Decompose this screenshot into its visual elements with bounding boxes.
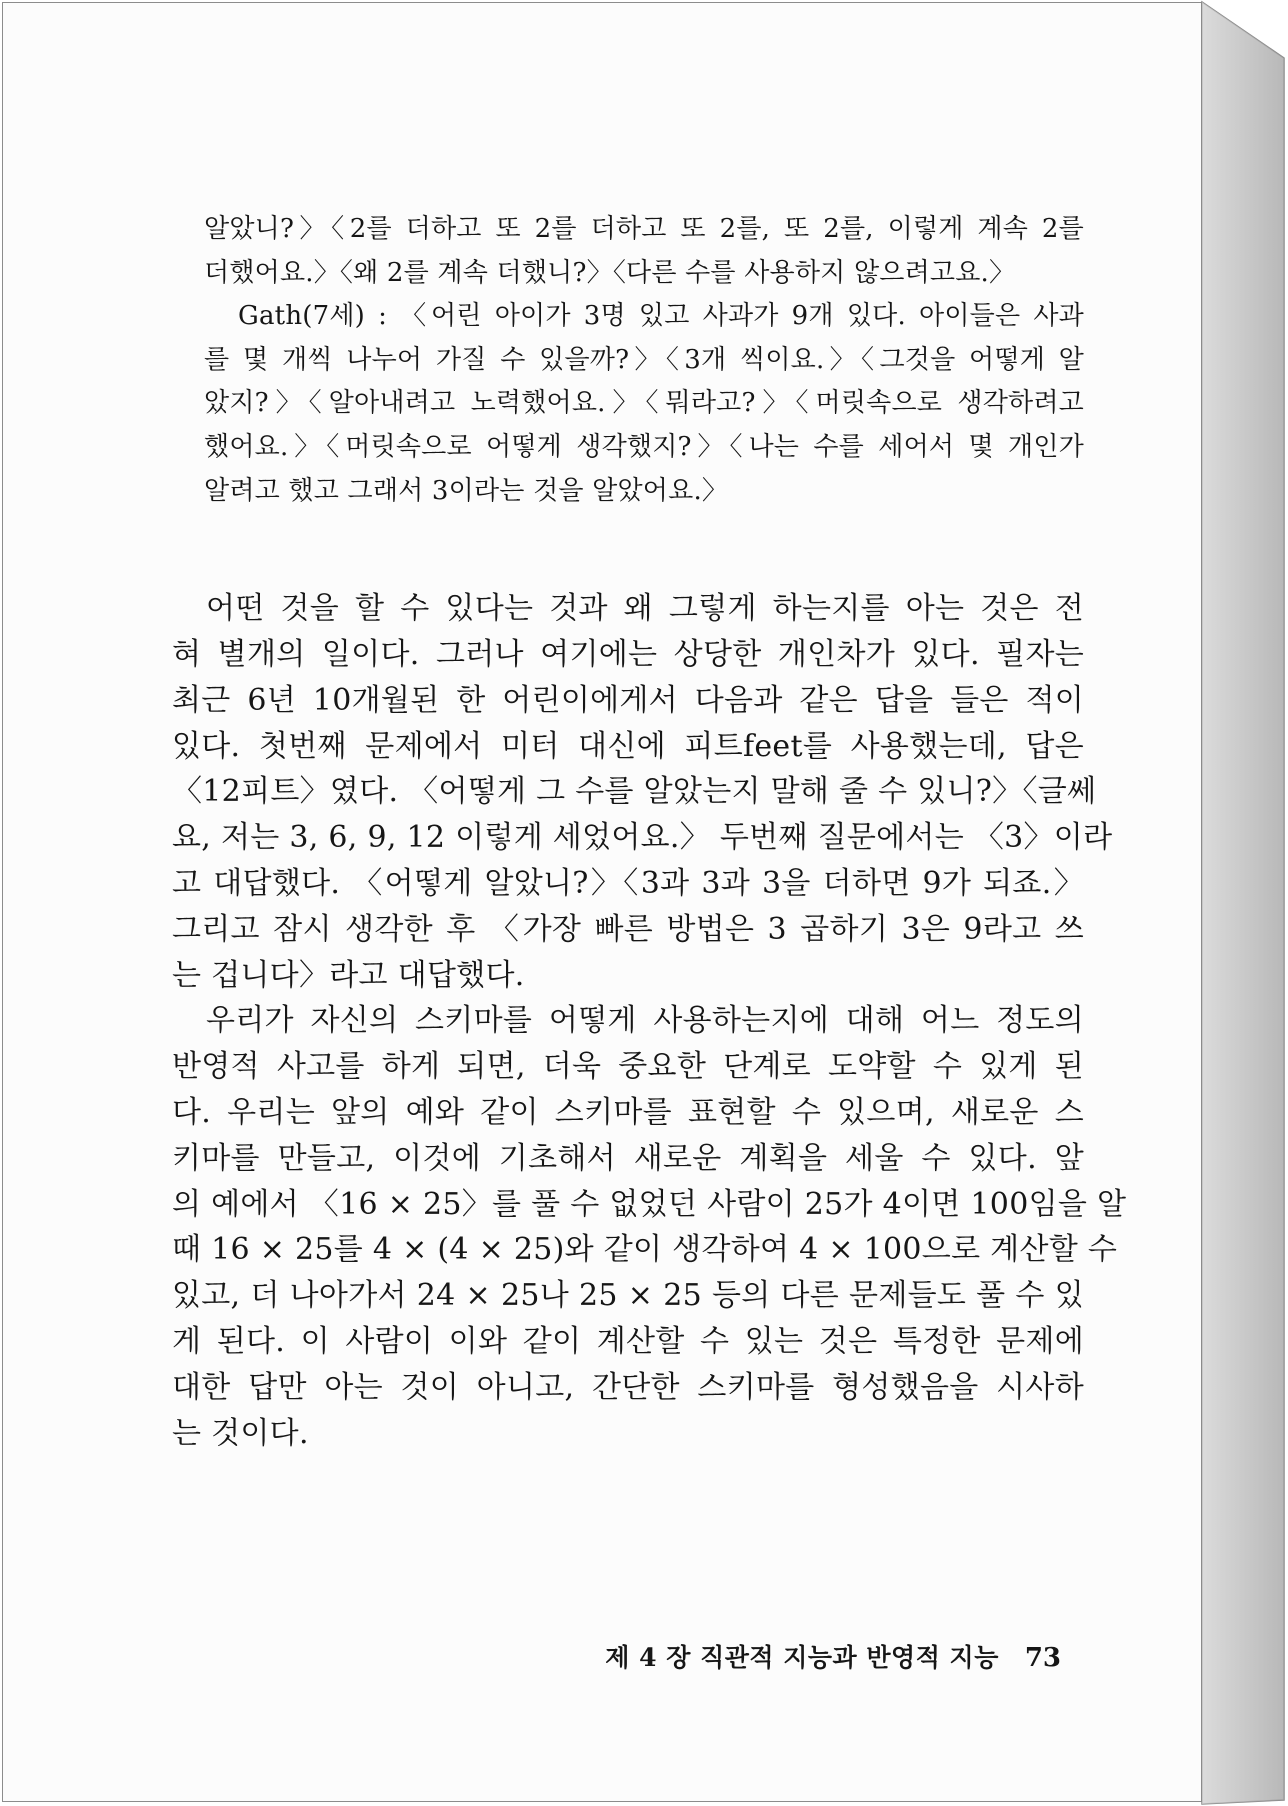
running-footer-chapter: 제 4 장 직관적 지능과 반영적 지능 — [605, 1643, 999, 1672]
body-paragraphs — [172, 586, 1127, 1456]
body-line: 우리가 자신의 스키마를 어떻게 사용하는지에 대해 어느 정도의 — [206, 1003, 1084, 1039]
body-line: 최근 6년 10개월된 한 어린이에게서 다음과 같은 답을 들은 적이 — [172, 682, 1084, 718]
quote-line: 더했어요.〉〈왜 2를 계속 더했니?〉〈다른 수를 사용하지 않으려고요.〉 — [204, 257, 1016, 288]
body-line: 반영적 사고를 하게 되면, 더욱 중요한 단계로 도약할 수 있게 된 — [172, 1049, 1084, 1085]
quote-line: 를 몇 개씩 나누어 가질 수 있을까?〉〈3개 씩이요.〉〈그것을 어떻게 알 — [204, 344, 1084, 375]
body-line: 대한 답만 아는 것이 아니고, 간단한 스키마를 형성했음을 시사하 — [172, 1369, 1084, 1405]
quote-line: 했어요.〉〈머릿속으로 어떻게 생각했지?〉〈나는 수를 세어서 몇 개인가 — [204, 431, 1084, 462]
body-line: 요, 저는 3, 6, 9, 12 이렇게 세었어요.〉 두번째 질문에서는 〈3〉이라 — [172, 820, 1113, 856]
body-line: 어떤 것을 할 수 있다는 것과 왜 그렇게 하는지를 아는 것은 전 — [206, 591, 1084, 627]
body-line: 〈12피트〉였다. 〈어떻게 그 수를 알았는지 말해 줄 수 있니?〉〈글쎄 — [172, 774, 1097, 810]
body-line: 있다. 첫번째 문제에서 미터 대신에 피트feet를 사용했는데, 답은 — [172, 728, 1084, 764]
body-line: 는 겁니다〉라고 대답했다. — [172, 957, 525, 993]
interview-quote — [204, 208, 1084, 513]
body-line: 의 예에서 〈16 × 25〉를 풀 수 없었던 사람이 25가 4이면 100임을 알 — [172, 1186, 1127, 1222]
body-line: 있고, 더 나아가서 24 × 25나 25 × 25 등의 다른 문제들도 풀 수 있 — [172, 1278, 1084, 1314]
quote-line: 알았니?〉〈2를 더하고 또 2를 더하고 또 2를, 또 2를, 이렇게 계속 2를 — [204, 214, 1084, 244]
quote-line: 았지?〉〈알아내려고 노력했어요.〉〈뭐라고?〉〈머릿속으로 생각하려고 — [204, 388, 1084, 419]
body-line: 고 대답했다. 〈어떻게 알았니?〉〈3과 3과 3을 더하면 9가 되죠.〉 — [172, 865, 1084, 901]
body-line: 다. 우리는 앞의 예와 같이 스키마를 표현할 수 있으며, 새로운 스 — [172, 1094, 1084, 1130]
page-footer — [605, 1643, 1061, 1673]
body-line: 게 된다. 이 사람이 이와 같이 계산할 수 있는 것은 특정한 문제에 — [172, 1323, 1084, 1359]
body-line: 혀 별개의 일이다. 그러나 여기에는 상당한 개인차가 있다. 필자는 — [172, 636, 1084, 672]
page-content — [172, 208, 1127, 1456]
quote-line: Gath(7세) : 〈어린 아이가 3명 있고 사과가 9개 있다. 아이들은 사과 — [238, 301, 1084, 332]
quote-line: 알려고 했고 그래서 3이라는 것을 알았어요.〉 — [204, 475, 729, 506]
body-line: 는 것이다. — [172, 1415, 309, 1451]
body-line: 그리고 잠시 생각한 후 〈가장 빠른 방법은 3 곱하기 3은 9라고 쓰 — [172, 911, 1084, 947]
body-line: 때 16 × 25를 4 × (4 × 25)와 같이 생각하여 4 × 100으로 계산할 수 — [172, 1232, 1118, 1268]
page-number: 73 — [1024, 1643, 1061, 1673]
body-line: 키마를 만들고, 이것에 기초해서 새로운 계획을 세울 수 있다. 앞 — [172, 1140, 1084, 1176]
